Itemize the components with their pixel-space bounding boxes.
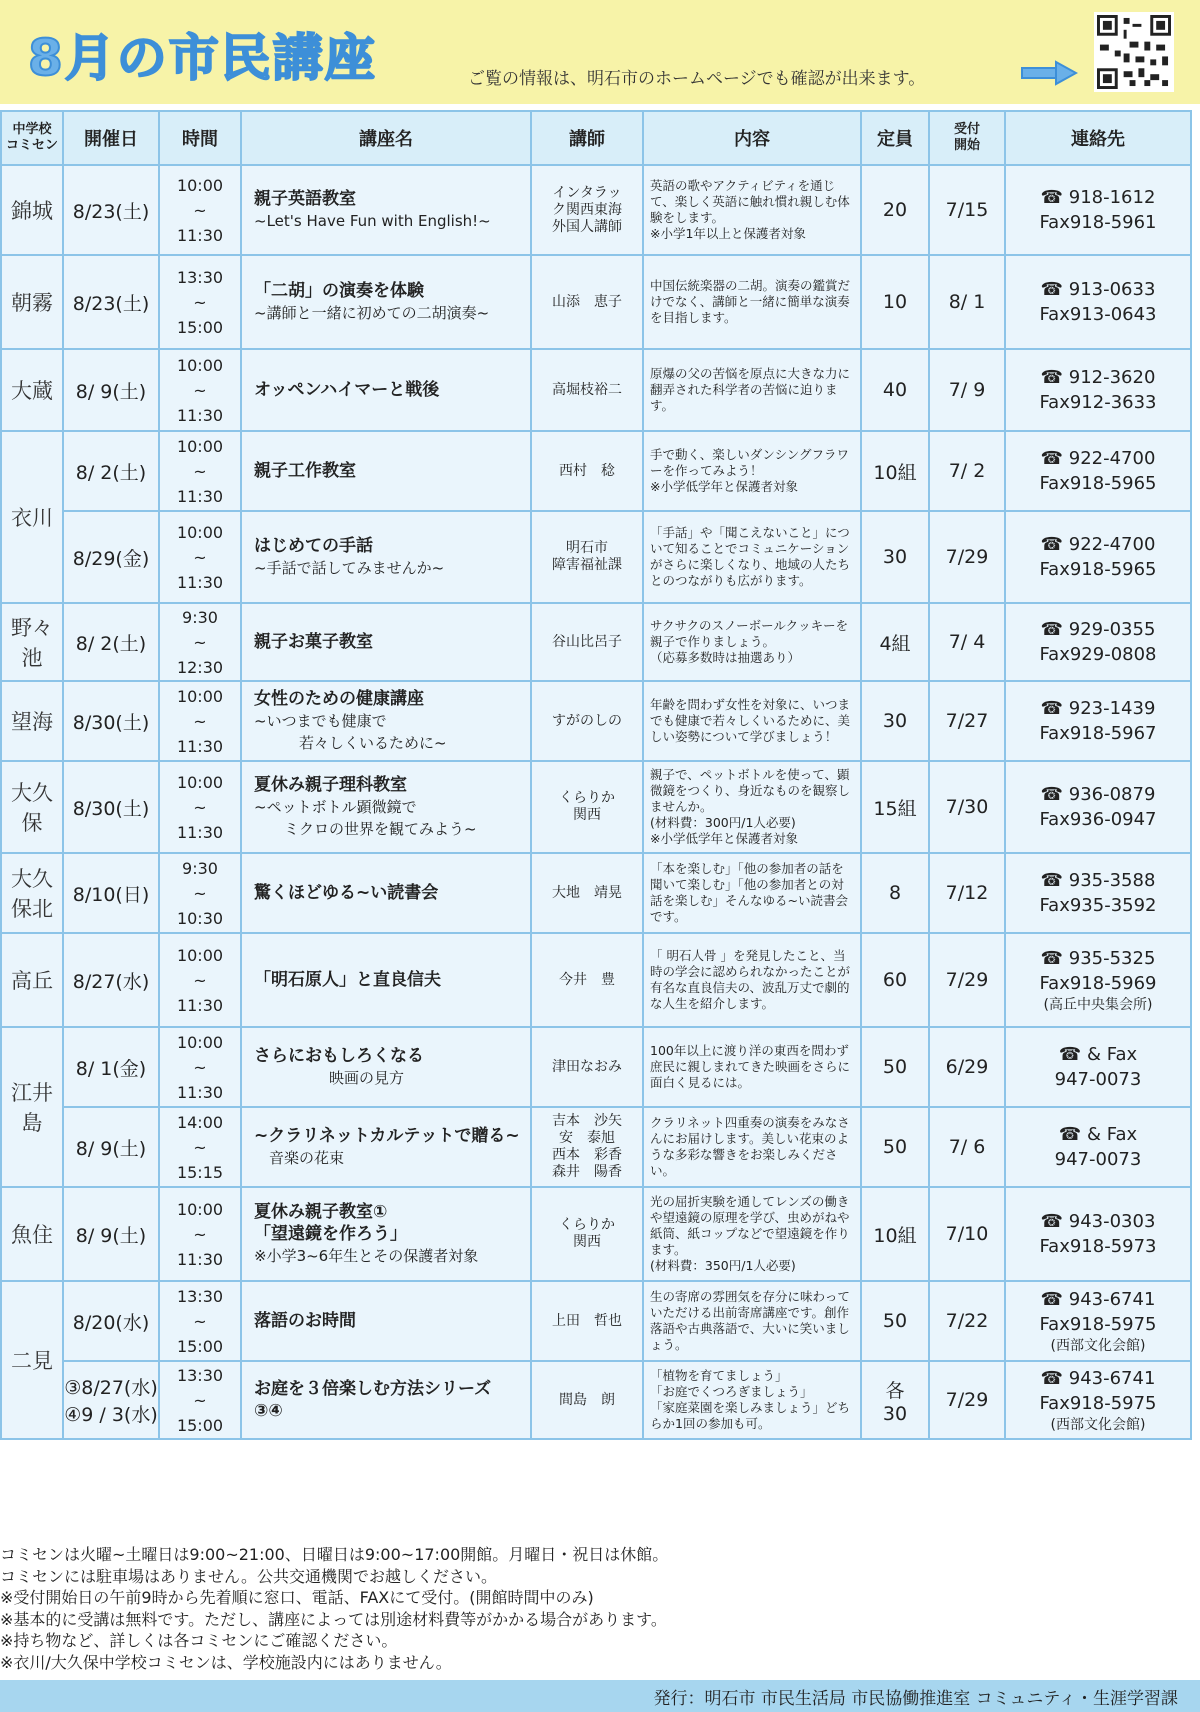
capacity-cell: 10組	[861, 1187, 929, 1281]
column-header-contact: 連絡先	[1005, 111, 1191, 165]
time-cell: 14:00 ~ 15:15	[159, 1107, 241, 1187]
lecture-title: ~クラリネットカルテットで贈る~	[254, 1126, 520, 1146]
capacity-cell: 30	[861, 511, 929, 603]
lecture-name-cell	[241, 681, 531, 761]
column-header-content: 内容	[643, 111, 861, 165]
note-line: コミセンは火曜~土曜日は9:00~21:00、日曜日は9:00~17:00開館。月曜日・祝日は休館。	[0, 1545, 669, 1564]
lecture-name-cell	[241, 511, 531, 603]
date-cell: 8/ 2(土)	[63, 603, 159, 681]
lecture-name-cell	[241, 761, 531, 853]
lecture-title: 「二胡」の演奏を体験	[254, 281, 424, 301]
lecture-title: 夏休み親子理科教室	[254, 775, 407, 795]
lecturer-cell: 間島 朗	[531, 1361, 643, 1439]
contact-phone-fax: ☎ 943-6741 Fax918-5975	[1039, 1368, 1157, 1414]
table-row	[1, 933, 1191, 1027]
table-row	[1, 1361, 1191, 1439]
lecture-name-cell	[241, 1027, 531, 1107]
center-name-cell: 錦城	[1, 165, 63, 255]
capacity-cell: 30	[861, 681, 929, 761]
publisher-text: 発行：明石市 市民生活局 市民協働推進室 コミュニティ・生涯学習課	[653, 1689, 1178, 1709]
lecture-subtitle: ~いつまでも健康で 若々しくいるために~	[254, 712, 447, 752]
contact-cell	[1005, 761, 1191, 853]
lecture-name-cell	[241, 255, 531, 349]
contact-phone-fax: ☎ 923-1439 Fax918-5967	[1039, 698, 1157, 744]
note-line: ※受付開始日の午前9時から先着順に窓口、電話、FAXにて受付。(開館時間中のみ)	[0, 1588, 594, 1607]
capacity-cell: 20	[861, 165, 929, 255]
start-date-cell: 7/ 2	[929, 431, 1005, 511]
lecturer-cell: くらりか 関西	[531, 1187, 643, 1281]
start-date-cell: 7/10	[929, 1187, 1005, 1281]
lecture-title: 落語のお時間	[254, 1311, 356, 1331]
lecture-title: 「明石原人」と直良信夫	[254, 970, 441, 990]
lecturer-cell: 高堀枝裕二	[531, 349, 643, 431]
lecturer-cell: 山添 恵子	[531, 255, 643, 349]
content-cell: 光の屈折実験を通してレンズの働きや望遠鏡の原理を学び、虫めがねや紙筒、紙コップなどで望遠鏡を作ります。 (材料費：350円/1人必要)	[643, 1187, 861, 1281]
publisher-bar	[0, 1680, 1200, 1712]
lecturer-cell: 吉本 沙矢 安 泰旭 西本 彩香 森井 陽香	[531, 1107, 643, 1187]
capacity-cell: 50	[861, 1027, 929, 1107]
date-cell: 8/30(土)	[63, 681, 159, 761]
center-name-cell: 大久 保北	[1, 853, 63, 933]
lecture-name-cell	[241, 431, 531, 511]
contact-phone-fax: ☎ & Fax 947-0073	[1054, 1044, 1142, 1090]
start-date-cell: 6/29	[929, 1027, 1005, 1107]
lecturer-cell: 大地 靖晃	[531, 853, 643, 933]
contact-phone-fax: ☎ 922-4700 Fax918-5965	[1039, 534, 1157, 580]
content-cell: 「植物を育てましょう」 「お庭でくつろぎましょう」 「家庭菜園を楽しみましょう」どちらか1回の参加も可。	[643, 1361, 861, 1439]
table-row	[1, 1027, 1191, 1107]
content-cell: 「 明石人骨 」を発見したこと、当時の学会に認められなかったことが有名な直良信夫の、波乱万丈で劇的な人生を紹介します。	[643, 933, 861, 1027]
center-name-cell: 衣川	[1, 431, 63, 603]
lecturer-cell: 津田なおみ	[531, 1027, 643, 1107]
center-name-cell: 大蔵	[1, 349, 63, 431]
lecture-title: 驚くほどゆる~い読書会	[254, 883, 439, 903]
lecture-title: はじめての手話	[254, 536, 373, 556]
time-cell: 10:00 ~ 11:30	[159, 933, 241, 1027]
table-row	[1, 1187, 1191, 1281]
start-date-cell: 7/15	[929, 165, 1005, 255]
start-date-cell: 7/27	[929, 681, 1005, 761]
content-cell: 親子で、ペットボトルを使って、顕微鏡をつくり、身近なものを観察しませんか。 (材料費：300円/1人必要) ※小学低学年と保護者対象	[643, 761, 861, 853]
center-name-cell: 大久 保	[1, 761, 63, 853]
contact-venue-note: (高丘中央集会所)	[1043, 997, 1153, 1013]
contact-phone-fax: ☎ & Fax 947-0073	[1054, 1124, 1142, 1170]
capacity-cell: 各 30	[861, 1361, 929, 1439]
center-name-cell: 野々 池	[1, 603, 63, 681]
date-cell: 8/ 2(土)	[63, 431, 159, 511]
contact-cell	[1005, 933, 1191, 1027]
center-name-cell: 朝霧	[1, 255, 63, 349]
column-header-capacity: 定員	[861, 111, 929, 165]
lecture-table-wrap	[0, 110, 1190, 1440]
lecture-name-cell	[241, 853, 531, 933]
content-cell: 年齢を問わず女性を対象に、いつまでも健康で若々しくいるために、美しい姿勢について学びましょう！	[643, 681, 861, 761]
start-date-cell: 7/30	[929, 761, 1005, 853]
qr-code-icon[interactable]	[1094, 12, 1174, 92]
lecturer-cell: 上田 哲也	[531, 1281, 643, 1361]
contact-phone-fax: ☎ 935-3588 Fax935-3592	[1039, 870, 1157, 916]
table-row	[1, 761, 1191, 853]
table-row	[1, 165, 1191, 255]
lecture-name-cell	[241, 349, 531, 431]
table-row	[1, 511, 1191, 603]
column-header-start: 受付 開始	[929, 111, 1005, 165]
contact-phone-fax: ☎ 912-3620 Fax912-3633	[1039, 367, 1157, 413]
lecture-subtitle: ~ペットボトル顕微鏡で ミクロの世界を観てみよう~	[254, 798, 477, 838]
lecturer-cell: インタラッ ク関西東海 外国人講師	[531, 165, 643, 255]
start-date-cell: 7/22	[929, 1281, 1005, 1361]
time-cell: 10:00 ~ 11:30	[159, 431, 241, 511]
lecture-name-cell	[241, 1361, 531, 1439]
lecture-subtitle: 映画の見方	[254, 1069, 405, 1087]
content-cell: 英語の歌やアクティビティを通じて、楽しく英語に触れ慣れ親しむ体験をします。 ※小学1年以上と保護者対象	[643, 165, 861, 255]
content-cell: 手で動く、楽しいダンシングフラワーを作ってみよう！ ※小学低学年と保護者対象	[643, 431, 861, 511]
content-cell: クラリネット四重奏の演奏をみなさんにお届けします。美しい花束のような多彩な響きをお楽しみください。	[643, 1107, 861, 1187]
center-name-cell: 二見	[1, 1281, 63, 1439]
contact-cell	[1005, 165, 1191, 255]
date-cell: 8/27(水)	[63, 933, 159, 1027]
lecture-subtitle: ~手話で話してみませんか~	[254, 559, 445, 577]
column-header-lecturer: 講師	[531, 111, 643, 165]
lecture-title: 夏休み親子教室① 「望遠鏡を作ろう」	[254, 1202, 407, 1244]
contact-phone-fax: ☎ 929-0355 Fax929-0808	[1039, 619, 1157, 665]
lecturer-cell: 西村 稔	[531, 431, 643, 511]
contact-cell	[1005, 853, 1191, 933]
center-name-cell: 望海	[1, 681, 63, 761]
contact-venue-note: (西部文化会館)	[1050, 1417, 1146, 1433]
date-cell: ③8/27(水) ④9 / 3(水)	[63, 1361, 159, 1439]
date-cell: 8/29(金)	[63, 511, 159, 603]
column-header-lecture: 講座名	[241, 111, 531, 165]
capacity-cell: 10	[861, 255, 929, 349]
date-cell: 8/23(土)	[63, 255, 159, 349]
contact-phone-fax: ☎ 922-4700 Fax918-5965	[1039, 448, 1157, 494]
lecture-subtitle: ~Let's Have Fun with English!~	[254, 212, 491, 230]
capacity-cell: 15組	[861, 761, 929, 853]
capacity-cell: 4組	[861, 603, 929, 681]
start-date-cell: 7/29	[929, 511, 1005, 603]
lecture-title: オッペンハイマーと戦後	[254, 380, 440, 400]
lecturer-cell: 明石市 障害福祉課	[531, 511, 643, 603]
start-date-cell: 7/29	[929, 1361, 1005, 1439]
center-name-cell: 江井 島	[1, 1027, 63, 1187]
lecture-table	[0, 110, 1192, 1440]
lecture-title: 親子工作教室	[254, 461, 356, 481]
contact-phone-fax: ☎ 913-0633 Fax913-0643	[1039, 279, 1157, 325]
lecturer-cell: 今井 豊	[531, 933, 643, 1027]
column-header-time: 時間	[159, 111, 241, 165]
contact-cell	[1005, 431, 1191, 511]
lecturer-cell: 谷山比呂子	[531, 603, 643, 681]
contact-cell	[1005, 1361, 1191, 1439]
lecture-subtitle: ※小学3~6年生とその保護者対象	[254, 1247, 479, 1265]
note-line: ※持ち物など、詳しくは各コミセンにご確認ください。	[0, 1631, 398, 1650]
table-header-row	[1, 111, 1191, 165]
time-cell: 13:30 ~ 15:00	[159, 1281, 241, 1361]
lecture-name-cell	[241, 603, 531, 681]
lecture-title: 女性のための健康講座	[254, 689, 424, 709]
lecture-subtitle: ~講師と一緒に初めての二胡演奏~	[254, 304, 490, 322]
start-date-cell: 7/ 4	[929, 603, 1005, 681]
time-cell: 10:00 ~ 11:30	[159, 761, 241, 853]
table-row	[1, 1107, 1191, 1187]
start-date-cell: 7/29	[929, 933, 1005, 1027]
note-line: コミセンには駐車場はありません。公共交通機関でお越しください。	[0, 1566, 497, 1586]
lecture-name-cell	[241, 1107, 531, 1187]
contact-cell	[1005, 511, 1191, 603]
capacity-cell: 10組	[861, 431, 929, 511]
page-header	[0, 0, 1200, 104]
table-row	[1, 255, 1191, 349]
start-date-cell: 7/ 6	[929, 1107, 1005, 1187]
content-cell: 「手話」や「聞こえないこと」について知ることでコミュニケーションがさらに楽しくなり、地域の人たちとのつながりも広がります。	[643, 511, 861, 603]
contact-cell	[1005, 1027, 1191, 1107]
contact-cell	[1005, 1281, 1191, 1361]
lecture-name-cell	[241, 933, 531, 1027]
column-header-date: 開催日	[63, 111, 159, 165]
time-cell: 10:00 ~ 11:30	[159, 165, 241, 255]
time-cell: 10:00 ~ 11:30	[159, 349, 241, 431]
time-cell: 10:00 ~ 11:30	[159, 681, 241, 761]
contact-phone-fax: ☎ 935-5325 Fax918-5969	[1039, 948, 1157, 994]
date-cell: 8/10(日)	[63, 853, 159, 933]
contact-cell	[1005, 681, 1191, 761]
capacity-cell: 50	[861, 1281, 929, 1361]
footer-notes	[0, 1544, 1190, 1673]
lecture-title: 親子お菓子教室	[254, 632, 373, 652]
center-name-cell: 魚住	[1, 1187, 63, 1281]
arrow-right-icon	[1020, 60, 1078, 86]
lecture-name-cell	[241, 1187, 531, 1281]
contact-phone-fax: ☎ 943-0303 Fax918-5973	[1039, 1211, 1157, 1257]
contact-cell	[1005, 603, 1191, 681]
note-line: ※衣川/大久保中学校コミセンは、学校施設内にはありません。	[0, 1652, 452, 1672]
note-line: ※基本的に受講は無料です。ただし、講座によっては別途材料費等がかかる場合があります。	[0, 1609, 667, 1629]
date-cell: 8/ 1(金)	[63, 1027, 159, 1107]
center-name-cell: 高丘	[1, 933, 63, 1027]
start-date-cell: 7/ 9	[929, 349, 1005, 431]
contact-phone-fax: ☎ 936-0879 Fax936-0947	[1039, 784, 1157, 830]
time-cell: 10:00 ~ 11:30	[159, 1187, 241, 1281]
lecture-title: お庭を３倍楽しむ方法シリーズ ③④	[254, 1379, 492, 1421]
table-row	[1, 603, 1191, 681]
time-cell: 9:30 ~ 10:30	[159, 853, 241, 933]
contact-phone-fax: ☎ 918-1612 Fax918-5961	[1039, 187, 1157, 233]
lecture-name-cell	[241, 165, 531, 255]
start-date-cell: 8/ 1	[929, 255, 1005, 349]
contact-phone-fax: ☎ 943-6741 Fax918-5975	[1039, 1289, 1157, 1335]
table-row	[1, 349, 1191, 431]
contact-cell	[1005, 1107, 1191, 1187]
contact-cell	[1005, 1187, 1191, 1281]
capacity-cell: 50	[861, 1107, 929, 1187]
date-cell: 8/20(水)	[63, 1281, 159, 1361]
column-header-center: 中学校 コミセン	[1, 111, 63, 165]
date-cell: 8/ 9(土)	[63, 349, 159, 431]
content-cell: 生の寄席の雰囲気を存分に味わっていただける出前寄席講座です。創作落語や古典落語で、大いに笑いましょう。	[643, 1281, 861, 1361]
capacity-cell: 40	[861, 349, 929, 431]
content-cell: 100年以上に渡り洋の東西を問わず庶民に親しまれてきた映画をさらに面白く見るには。	[643, 1027, 861, 1107]
content-cell: 「本を楽しむ」「他の参加者の話を聞いて楽しむ」「他の参加者との対話を楽しむ」そんなゆる~い読書会です。	[643, 853, 861, 933]
time-cell: 10:00 ~ 11:30	[159, 511, 241, 603]
time-cell: 10:00 ~ 11:30	[159, 1027, 241, 1107]
table-row	[1, 431, 1191, 511]
page-subtitle: ご覧の情報は、明石市のホームページでも確認が出来ます。	[468, 69, 926, 89]
lecture-subtitle: 音楽の花束	[254, 1149, 345, 1167]
table-row	[1, 681, 1191, 761]
content-cell: 中国伝統楽器の二胡。演奏の鑑賞だけでなく、講師と一緒に簡単な演奏を目指します。	[643, 255, 861, 349]
capacity-cell: 8	[861, 853, 929, 933]
contact-cell	[1005, 349, 1191, 431]
time-cell: 13:30 ~ 15:00	[159, 1361, 241, 1439]
content-cell: サクサクのスノーボールクッキーを親子で作りましょう。 （応募多数時は抽選あり）	[643, 603, 861, 681]
date-cell: 8/23(土)	[63, 165, 159, 255]
time-cell: 13:30 ~ 15:00	[159, 255, 241, 349]
date-cell: 8/30(土)	[63, 761, 159, 853]
lecture-title: 親子英語教室	[254, 189, 356, 209]
time-cell: 9:30 ~ 12:30	[159, 603, 241, 681]
content-cell: 原爆の父の苦悩を原点に大きな力に翻弄された科学者の苦悩に迫ります。	[643, 349, 861, 431]
contact-venue-note: (西部文化会館)	[1050, 1338, 1146, 1354]
contact-cell	[1005, 255, 1191, 349]
start-date-cell: 7/12	[929, 853, 1005, 933]
page-title: 8月の市民講座	[28, 29, 377, 87]
date-cell: 8/ 9(土)	[63, 1107, 159, 1187]
table-row	[1, 1281, 1191, 1361]
date-cell: 8/ 9(土)	[63, 1187, 159, 1281]
lecturer-cell: すがのしの	[531, 681, 643, 761]
table-row	[1, 853, 1191, 933]
lecture-name-cell	[241, 1281, 531, 1361]
lecture-title: さらにおもしろくなる	[254, 1046, 424, 1066]
capacity-cell: 60	[861, 933, 929, 1027]
lecturer-cell: くらりか 関西	[531, 761, 643, 853]
